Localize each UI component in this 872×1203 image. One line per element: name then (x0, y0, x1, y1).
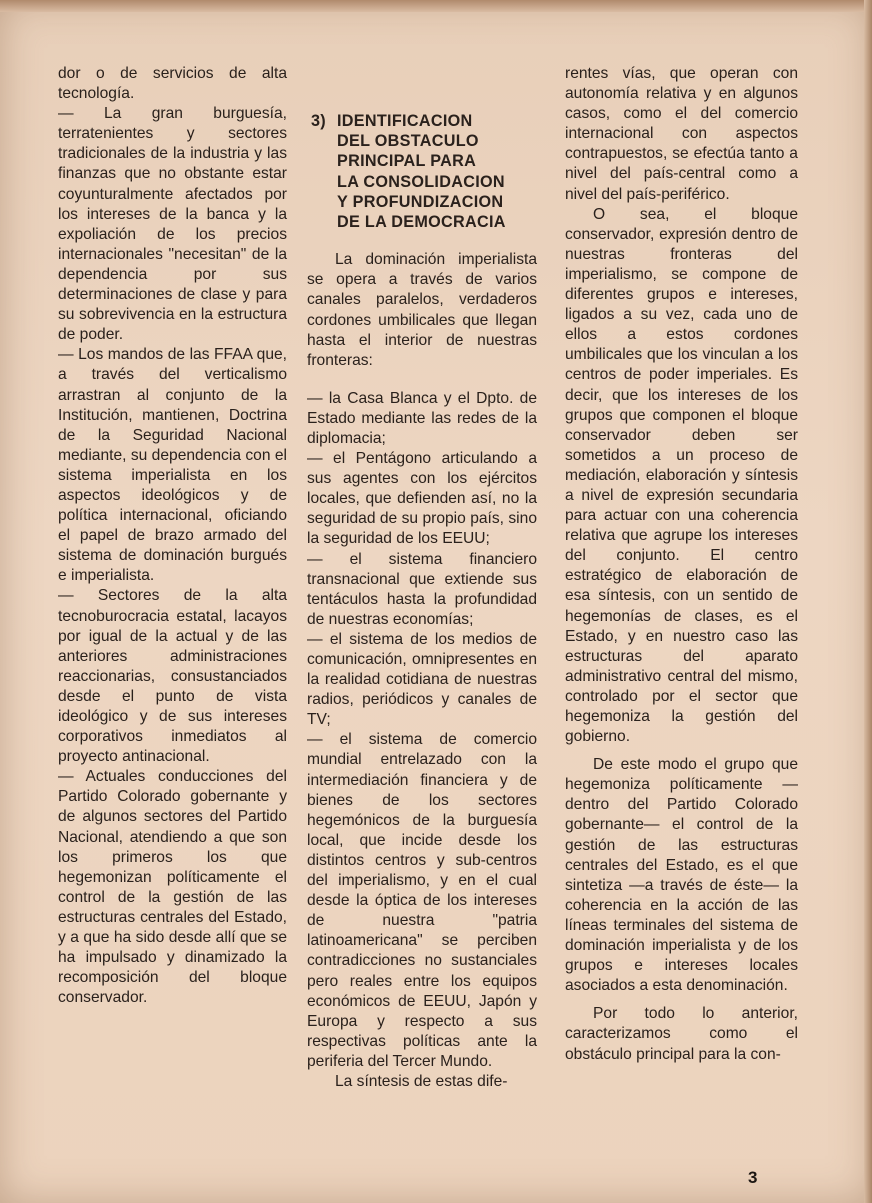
column-middle (307, 111, 537, 1092)
column-left (58, 64, 287, 1008)
column-right (565, 64, 798, 1065)
paragraph: De este modo el grupo que hegemoniza políticamente —dentro del Partido Colorado gobernante— el control de la gestión de las estructuras centrales del Estado, es el que sintetiza —a través de éste— la coherencia en la acción de las líneas terminales del sistema de dominación imperialista y de los grupos e intereses locales asociados a esta denominación. (565, 756, 798, 995)
paragraph: rentes vías, que operan con autonomía relativa y en algunos casos, como el del comercio internacional con aspectos contrapuestos, se efectúa tanto a nivel del país-central como a nivel del país-periférico. (565, 65, 798, 203)
paragraph: — Sectores de la alta tecnoburocracia estatal, lacayos por igual de la actual y de las anteriores administraciones reaccionarias, consustanciados desde el punto de vista ideológico y de sus intereses corporativos inmediatos al proyecto antinacional. (58, 587, 287, 766)
section-title: IDENTIFICACION DEL OBSTACULO PRINCIPAL PARA LA CONSOLIDACION Y PROFUNDIZACION DE LA DEMOCRACIA (337, 112, 506, 232)
paragraph: Por todo lo anterior, caracterizamos como el obstáculo principal para la con- (565, 1005, 798, 1063)
paragraph: dor o de servicios de alta tecnología. (58, 65, 287, 103)
intro-paragraph: La dominación imperialista se opera a través de varios canales paralelos, verdaderos cordones umbilicales que llegan hasta el interior de nuestras fronteras: (307, 251, 537, 369)
closing-paragraph: La síntesis de estas dife- (335, 1072, 508, 1090)
paragraph: — Actuales conducciones del Partido Colorado gobernante y de algunos sectores del Partido Nacional, atendiendo a que son los primeros los que hegemonizan políticamente el control de la gestión de las estructuras centrales del Estado, y a que ha sido desde allí que se ha impulsado y dinamizado la recomposición del bloque conservador. (58, 768, 287, 1007)
list-item: — el sistema de comercio mundial entrelazado con la intermediación financiera y de bienes de los sectores hegemónicos de la burguesía local, que incide desde los distintos centros y sub-centros del imperialismo, y en el cual desde la óptica de los intereses de nuestra "patria latinoamericana" se perciben contradicciones no sustanciales pero reales entre los equipos económicos de EEUU, Japón y Europa y respecto a sus respectivas políticas ante la periferia del Tercer Mundo. (307, 731, 537, 1070)
list-item: — la Casa Blanca y el Dpto. de Estado mediante las redes de la diplomacia; (307, 389, 537, 447)
list-item: — el sistema financiero transnacional que extiende sus tentáculos hasta la profundidad de nuestras economías; (307, 550, 537, 628)
list-item: — el Pentágono articulando a sus agentes con los ejércitos locales, que defienden así, no la seguridad de su propio país, sino la seguridad de los EEUU; (307, 450, 537, 548)
page-top-edge (0, 0, 872, 12)
paragraph: — Los mandos de las FFAA que, a través del verticalismo arrastran al conjunto de la Institución, mantienen, Doctrina de la Seguridad Nacional mediante, su dependencia con el sistema imperialista en los aspectos ideológicos y de política internacional, oficiando el papel de brazo armado del sistema de dominación burgués e imperialista. (58, 346, 287, 585)
list-item: — el sistema de los medios de comunicación, omnipresentes en la realidad cotidiana de nuestras radios, periódicos y canales de TV; (307, 630, 537, 729)
paragraph: — La gran burguesía, terratenientes y sectores tradicionales de la industria y las finanzas que no obstante estar coyunturalmente afectados por los intereses de la banca y la expoliación de los precios internacionales "necesitan" de la dependencia por sus determinaciones de clase y para su sobrevivencia en la estructura de poder. (58, 105, 287, 344)
page-number: 3 (748, 1168, 758, 1187)
section-heading (311, 111, 537, 232)
page-right-edge (864, 0, 872, 1203)
paragraph: O sea, el bloque conservador, expresión dentro de nuestras fronteras del imperialismo, se compone de diferentes grupos e intereses, ligados a su vez, cada uno de ellos a estos cordones umbilicales que los vinculan a los centros de poder imperiales. Es decir, que los intereses de los grupos que componen el bloque conservador deben ser sometidos a un proceso de mediación, elaboración y síntesis a nivel de expresión secundaria para actuar con una coherencia relativa que agrupe los intereses del conjunto. El centro estratégico de elaboración de esa síntesis, con un sentido de hegemonías de clases, es el Estado, y en nuestro caso las estructuras del aparato administrativo central del mismo, controlado por el sector que hegemoniza la gestión del gobierno. (565, 205, 798, 746)
section-number: 3) (311, 112, 326, 130)
